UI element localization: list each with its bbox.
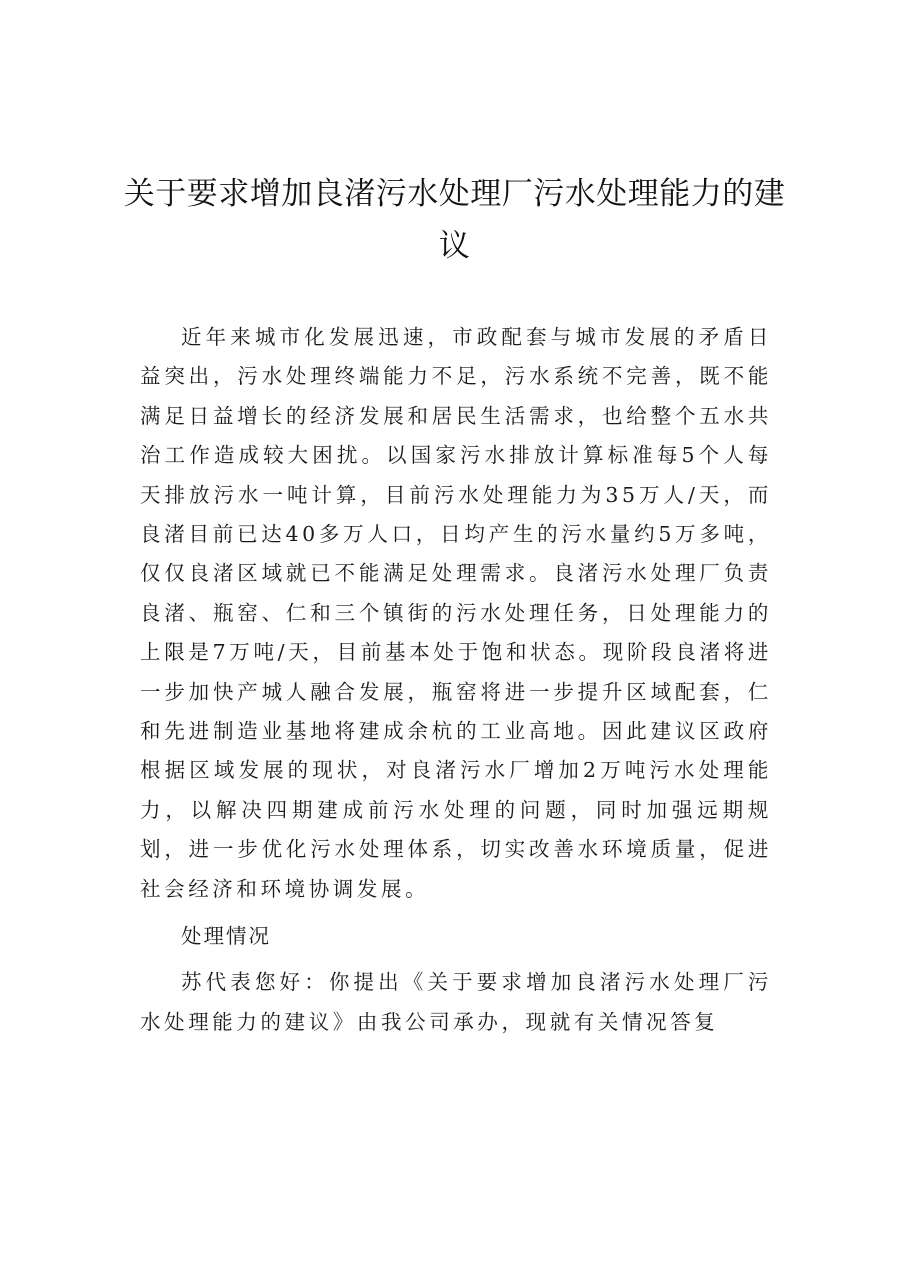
reply-paragraph: 苏代表您好：你提出《关于要求增加良渚污水处理厂污水处理能力的建议》由我公司承办，现就有关情况答复 xyxy=(140,970,772,1034)
proposal-paragraph: 近年来城市化发展迅速，市政配套与城市发展的矛盾日益突出，污水处理终端能力不足，污水系统不完善，既不能满足日益增长的经济发展和居民生活需求，也给整个五水共治工作造成较大困扰。以国家污水排放计算标准每5个人每天排放污水一吨计算，目前污水处理能力为35万人/天，而良渚目前已达40多万人口，日均产生的污水量约5万多吨，仅仅良渚区域就已不能满足处理需求。良渚污水处理厂负责良渚、瓶窑、仁和三个镇街的污水处理任务，日处理能力的上限是7万吨/天，目前基本处于饱和状态。现阶段良渚将进一步加快产城人融合发展，瓶窑将进一步提升区域配套，仁和先进制造业基地将建成余杭的工业高地。因此建议区政府根据区域发展的现状，对良渚污水厂增加2万吨污水处理能力，以解决四期建成前污水处理的问题，同时加强远期规划，进一步优化污水处理体系，切实改善水环境质量，促进社会经济和环境协调发展。 xyxy=(140,325,772,901)
document-title: 关于要求增加良渚污水处理厂污水处理能力的建议 xyxy=(123,176,786,264)
document-body xyxy=(140,318,772,1042)
section-heading: 处理情况 xyxy=(181,924,271,949)
